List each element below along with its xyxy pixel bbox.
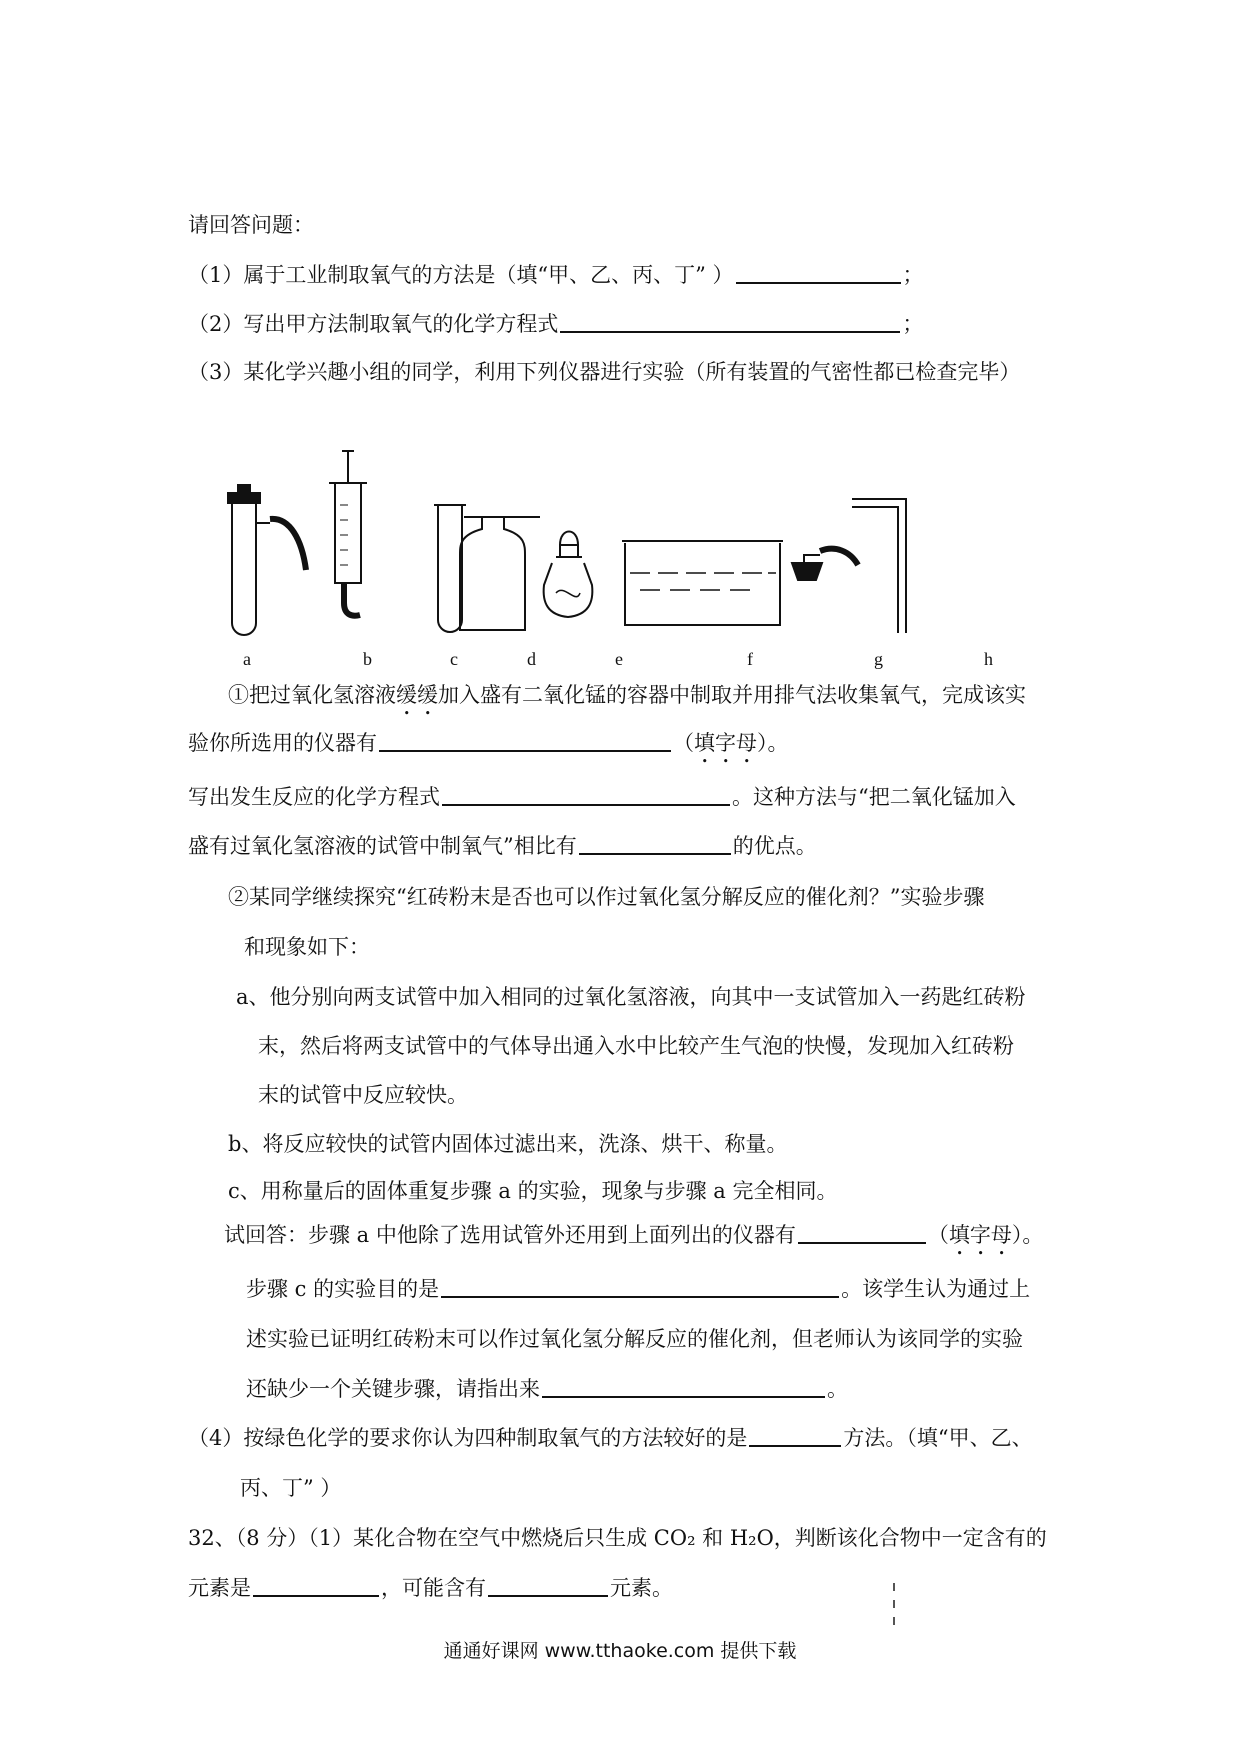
part1-line2 <box>188 728 789 768</box>
text: 加入盛有二氧化锰的容器中制取并用排气法收集氧气，完成该实 <box>438 683 1026 707</box>
fold-mark <box>893 1617 895 1625</box>
answer-blank[interactable] <box>736 260 901 284</box>
alcohol-lamp <box>544 532 593 618</box>
part2-line1: ②某同学继续探究“红砖粉末是否也可以作过氧化氢分解反应的催化剂？”实验步骤 <box>228 885 985 909</box>
part1-line3 <box>188 782 1016 812</box>
question-2 <box>188 309 923 339</box>
question-3: （3）某化学兴趣小组的同学，利用下列仪器进行实验（所有装置的气密性都已检查完毕） <box>188 360 1021 384</box>
question-4-line1 <box>188 1423 1033 1453</box>
gas-collecting-bottle <box>460 517 540 630</box>
text: 的优点。 <box>732 834 817 858</box>
apparatus-figure <box>220 445 1040 645</box>
text: （ <box>673 731 694 755</box>
text: ①把过氧化氢溶液 <box>228 683 396 707</box>
apparatus-label-b: b <box>363 649 372 669</box>
answer-blank[interactable] <box>442 782 730 806</box>
answer-blank[interactable] <box>253 1573 379 1597</box>
apparatus-label-d: d <box>527 649 536 669</box>
question-4-line2: 丙、丁” ） <box>240 1476 342 1500</box>
answer-blank[interactable] <box>488 1573 608 1597</box>
separatory-syringe <box>329 451 367 616</box>
emphasis-text: 填字母 <box>948 1223 1012 1247</box>
question-2-text: （2）写出甲方法制取氧气的化学方程式 <box>188 312 559 336</box>
question-32-line1: 32、（8 分）（1）某化合物在空气中燃烧后只生成 CO₂ 和 H₂O，判断该化合物中一定含有的 <box>188 1526 1047 1550</box>
page-footer: 通通好课网 www.tthaoke.com 提供下载 <box>443 1640 797 1662</box>
text: 试回答：步骤 a 中他除了选用试管外还用到上面列出的仪器有 <box>224 1223 796 1247</box>
text: 验你所选用的仪器有 <box>188 731 377 755</box>
answer-blank[interactable] <box>560 309 900 333</box>
text: 元素。 <box>610 1576 673 1600</box>
text: ，可能含有 <box>381 1576 486 1600</box>
apparatus-label-a: a <box>243 649 251 669</box>
text: 。这种方法与“把二氧化锰加入 <box>732 785 1016 809</box>
question-1 <box>188 260 924 290</box>
step-b: b、将反应较快的试管内固体过滤出来，洗涤、烘干、称量。 <box>228 1132 788 1156</box>
part2-line2: 和现象如下： <box>244 935 370 959</box>
step-a-line3: 末的试管中反应较快。 <box>258 1083 468 1107</box>
answer-blank[interactable] <box>749 1423 841 1447</box>
text: 元素是 <box>188 1576 251 1600</box>
intro-text: 请回答问题： <box>188 213 314 237</box>
apparatus-label-e: e <box>615 649 623 669</box>
test-tube <box>434 505 466 632</box>
text: ）。 <box>1011 1223 1044 1247</box>
stopper-with-tube <box>792 549 858 580</box>
text: 盛有过氧化氢溶液的试管中制氧气”相比有 <box>188 834 577 858</box>
step-a-line1: a、他分别向两支试管中加入相同的过氧化氢溶液，向其中一支试管加入一药匙红砖粉 <box>236 985 1026 1009</box>
emphasis-text: 填字母 <box>694 731 757 755</box>
apparatus-label-h: h <box>984 649 993 669</box>
punct: ； <box>902 312 924 336</box>
step-c: c、用称量后的固体重复步骤 a 的实验，现象与步骤 a 完全相同。 <box>228 1179 838 1203</box>
side-arm-test-tube <box>228 485 306 635</box>
answer-line4 <box>246 1374 848 1404</box>
apparatus-label-c: c <box>450 649 458 669</box>
part1-line1 <box>228 680 1026 720</box>
text: 。该学生认为通过上 <box>841 1277 1031 1301</box>
answer-blank[interactable] <box>441 1274 839 1298</box>
text: 写出发生反应的化学方程式 <box>188 785 440 809</box>
fold-mark <box>893 1583 895 1591</box>
answer-blank[interactable] <box>379 728 671 752</box>
text: 方法。（填“甲、乙、 <box>843 1426 1033 1450</box>
text: （4）按绿色化学的要求你认为四种制取氧气的方法较好的是 <box>188 1426 748 1450</box>
answer-line1 <box>224 1220 1043 1260</box>
question-1-text: （1）属于工业制取氧气的方法是（填“甲、乙、丙、丁” ） <box>188 263 734 287</box>
emphasis-text: 缓缓 <box>396 683 438 707</box>
text: （ <box>927 1223 949 1247</box>
part1-line4 <box>188 831 817 861</box>
bent-glass-tube <box>852 499 906 633</box>
punct: ； <box>902 263 924 287</box>
answer-blank[interactable] <box>579 831 731 855</box>
text: 步骤 c 的实验目的是 <box>246 1277 440 1301</box>
step-a-line2: 末，然后将两支试管中的气体导出通入水中比较产生气泡的快慢，发现加入红砖粉 <box>258 1034 1014 1058</box>
answer-line3: 述实验已证明红砖粉末可以作过氧化氢分解反应的催化剂，但老师认为该同学的实验 <box>246 1327 1023 1351</box>
answer-blank[interactable] <box>798 1220 926 1244</box>
answer-line2 <box>246 1274 1030 1304</box>
text: 。 <box>827 1377 848 1401</box>
apparatus-label-f: f <box>747 649 753 669</box>
answer-blank[interactable] <box>542 1374 825 1398</box>
apparatus-label-g: g <box>874 649 883 669</box>
fold-mark <box>893 1600 895 1608</box>
question-32-line2 <box>188 1573 673 1603</box>
text: ）。 <box>757 731 789 755</box>
text: 还缺少一个关键步骤，请指出来 <box>246 1377 540 1401</box>
water-trough <box>622 541 783 625</box>
